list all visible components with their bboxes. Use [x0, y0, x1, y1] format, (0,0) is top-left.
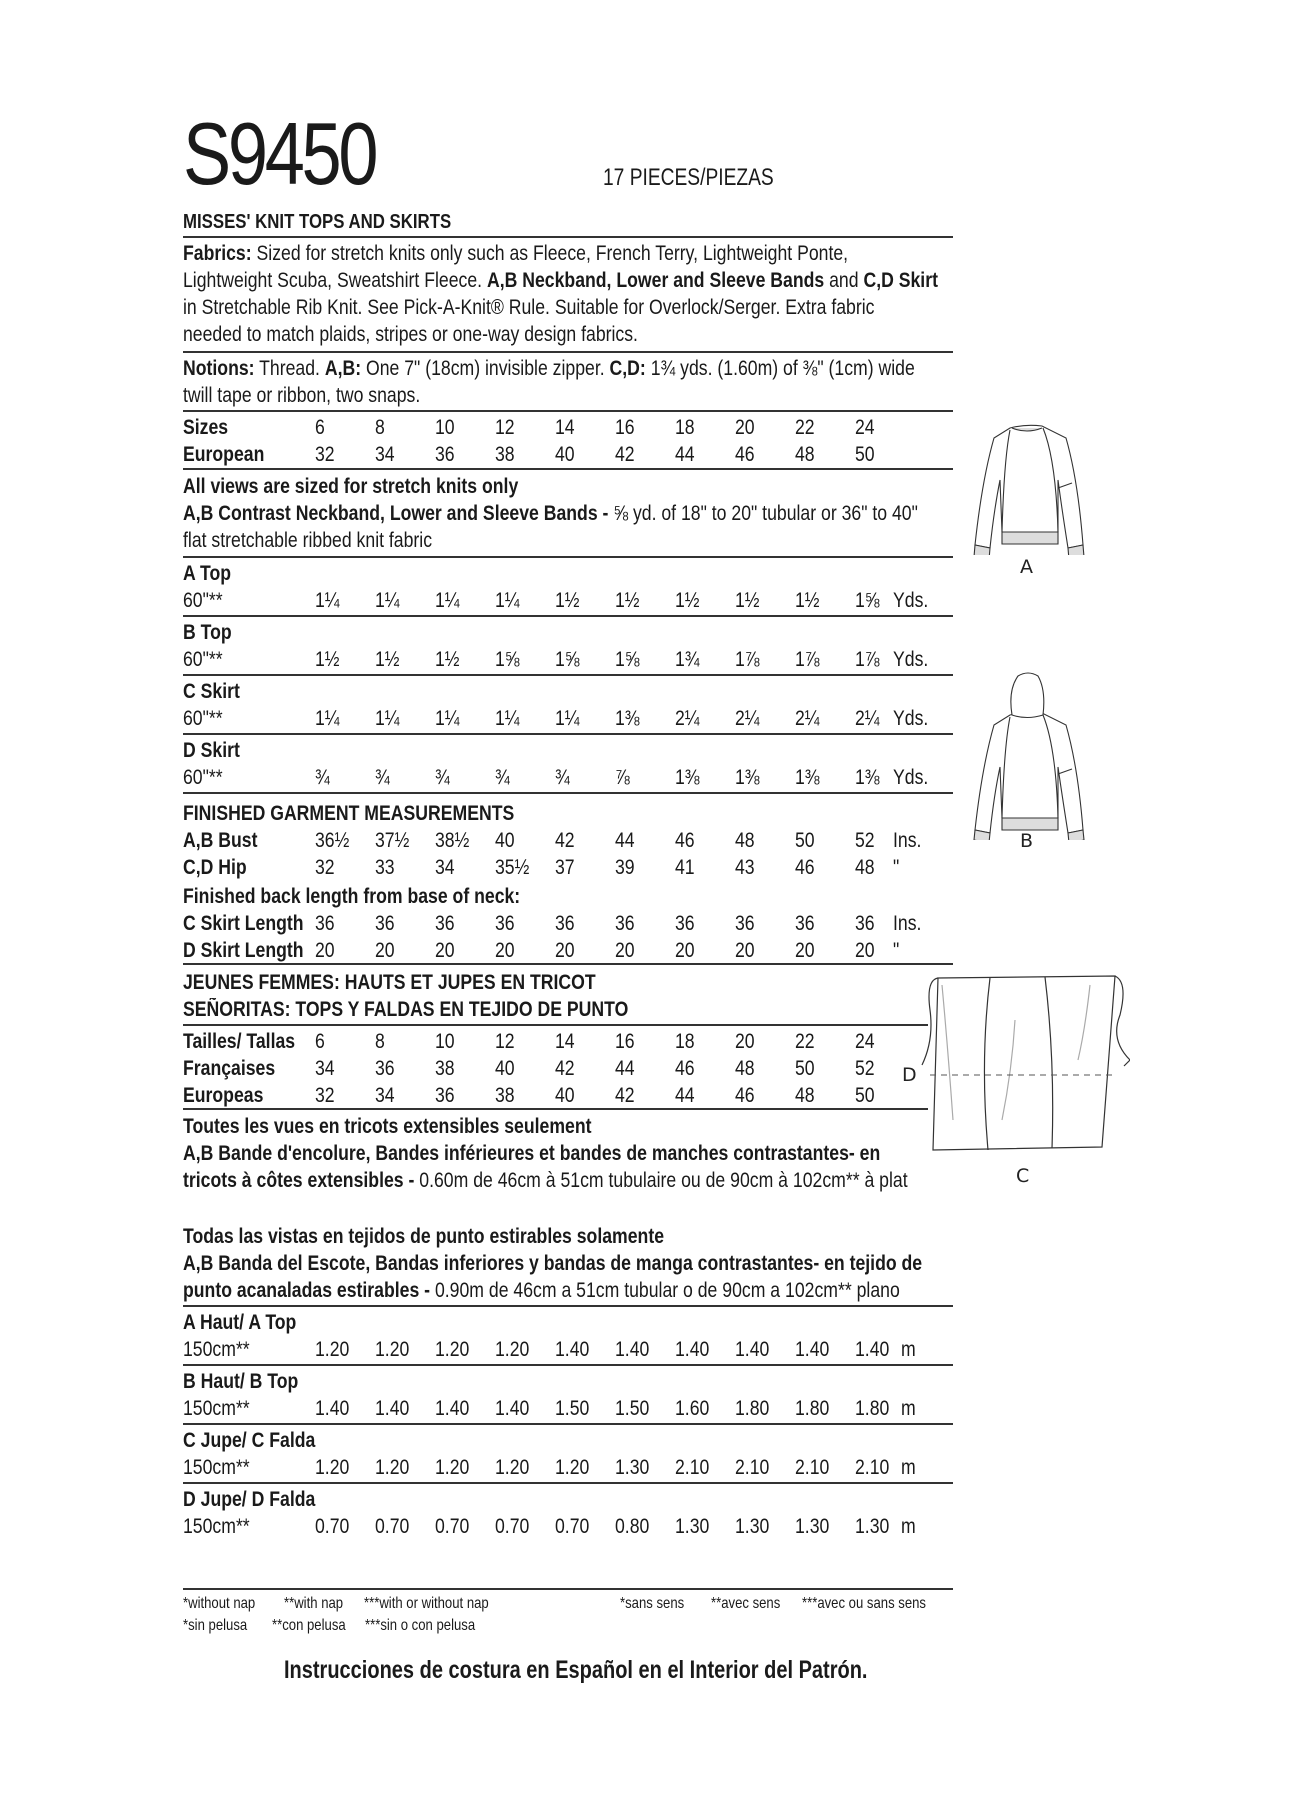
table-cell: 1¾ [675, 648, 700, 671]
table-cell: 18 [675, 416, 695, 439]
metric-view-label: B Haut/ B Top [183, 1370, 299, 1393]
table-cell: 32 [315, 443, 335, 466]
translated-size-label: Françaises [183, 1057, 276, 1080]
table-cell: 24 [855, 416, 875, 439]
table-cell: 36 [375, 912, 395, 935]
table-cell: 1¼ [495, 589, 520, 612]
footnote-with-or-without-nap: ***with or without nap [364, 1595, 489, 1612]
table-cell: ¾ [315, 766, 330, 789]
divider [183, 615, 953, 617]
metric-view-label: D Jupe/ D Falda [183, 1488, 316, 1511]
view-c-d-skirt-drawing [920, 970, 1130, 1160]
table-cell: 40 [555, 443, 575, 466]
table-cell: 48 [795, 1084, 815, 1107]
measurement-label: C,D Hip [183, 856, 247, 879]
table-cell: 8 [375, 416, 385, 439]
table-cell: 1.20 [435, 1338, 470, 1361]
metric-fabric-width: 150cm** [183, 1456, 250, 1479]
table-cell: 34 [435, 856, 455, 879]
table-cell: ¾ [435, 766, 450, 789]
table-cell: 0.70 [555, 1515, 590, 1538]
measurement-label: A,B Bust [183, 829, 258, 852]
table-cell: 39 [615, 856, 635, 879]
table-cell: 32 [315, 1084, 335, 1107]
table-cell: 2¼ [735, 707, 760, 730]
yardage-unit: Yds. [893, 707, 929, 730]
table-cell: 1.30 [855, 1515, 890, 1538]
table-cell: 40 [555, 1084, 575, 1107]
table-cell: 20 [435, 939, 455, 962]
table-cell: 1⅞ [735, 648, 760, 671]
table-cell: 1½ [795, 589, 820, 612]
divider [183, 410, 953, 412]
table-cell: 0.80 [615, 1515, 650, 1538]
table-cell: 20 [735, 939, 755, 962]
piece-count: 17 PIECES/PIEZAS [603, 164, 774, 191]
view-d-label: D [902, 1064, 917, 1086]
table-cell: 14 [555, 1030, 575, 1053]
table-cell: 36 [675, 912, 695, 935]
table-cell: 0.70 [315, 1515, 350, 1538]
table-cell: 10 [435, 1030, 455, 1053]
divider [183, 236, 953, 238]
view-b-hoodie-drawing [970, 670, 1100, 840]
table-cell: 10 [435, 416, 455, 439]
table-cell: 38 [495, 1084, 515, 1107]
table-cell: 1⅝ [855, 589, 880, 612]
finished-title: FINISHED GARMENT MEASUREMENTS [183, 802, 515, 825]
table-cell: 1.20 [495, 1456, 530, 1479]
table-cell: 0.70 [495, 1515, 530, 1538]
table-cell: 1.20 [315, 1456, 350, 1479]
table-cell: 1½ [735, 589, 760, 612]
stretch-note-line-1: All views are sized for stretch knits only [183, 475, 519, 498]
spanish-title: SEÑORITAS: TOPS Y FALDAS EN TEJIDO DE PUNTO [183, 998, 629, 1021]
table-cell: 36 [615, 912, 635, 935]
fabrics-line-2: Lightweight Scuba, Sweatshirt Fleece. A,B Neckband, Lower and Sleeve Bands and C,D Skirt [183, 269, 938, 292]
table-cell: 0.70 [435, 1515, 470, 1538]
table-cell: 1¼ [375, 589, 400, 612]
table-cell: 1.20 [495, 1338, 530, 1361]
footnote-sin-o-con-pelusa: ***sin o con pelusa [365, 1617, 476, 1634]
table-cell: 1½ [675, 589, 700, 612]
table-cell: 42 [555, 829, 575, 852]
table-cell: 44 [615, 1057, 635, 1080]
table-cell: 1.30 [735, 1515, 770, 1538]
divider [183, 1588, 953, 1590]
table-cell: 14 [555, 416, 575, 439]
divider [183, 1482, 953, 1484]
table-cell: ⅞ [615, 766, 630, 789]
header [183, 104, 774, 203]
table-cell: 36 [435, 912, 455, 935]
table-cell: 22 [795, 416, 815, 439]
yardage-fabric-width: 60"** [183, 648, 223, 671]
spanish-note-line-1: Todas las vistas en tejidos de punto estirables solamente [183, 1225, 665, 1248]
view-b-label: B [1020, 830, 1034, 852]
footnote-avec-sens: **avec sens [711, 1595, 781, 1612]
table-cell: 6 [315, 1030, 325, 1053]
spanish-note-line-2: A,B Banda del Escote, Bandas inferiores y bandas de manga contrastantes- en tejido de [183, 1252, 923, 1275]
metric-unit: m [901, 1515, 916, 1538]
table-cell: 48 [795, 443, 815, 466]
table-cell: 6 [315, 416, 325, 439]
table-cell: 1.40 [555, 1338, 590, 1361]
table-cell: 2¼ [675, 707, 700, 730]
fabrics-line-1: Fabrics: Sized for stretch knits only such as Fleece, French Terry, Lightweight Ponte, [183, 242, 849, 265]
divider [183, 674, 953, 676]
table-cell: 1½ [375, 648, 400, 671]
table-cell: 46 [735, 1084, 755, 1107]
table-cell: 1.20 [435, 1456, 470, 1479]
table-cell: 38 [495, 443, 515, 466]
yardage-unit: Yds. [893, 589, 929, 612]
divider [183, 556, 953, 558]
table-cell: 1⅜ [855, 766, 880, 789]
spanish-instructions-note: Instrucciones de costura en Español en el Interior del Patrón. [284, 1656, 868, 1684]
table-cell: 1.30 [675, 1515, 710, 1538]
sizes-label: Sizes [183, 416, 229, 439]
fabrics-line-4: needed to match plaids, stripes or one-way design fabrics. [183, 323, 638, 346]
measurement-unit: Ins. [893, 829, 922, 852]
table-cell: ¾ [495, 766, 510, 789]
table-cell: 16 [615, 416, 635, 439]
length-unit: " [893, 939, 900, 962]
french-note-line-2: A,B Bande d'encolure, Bandes inférieures et bandes de manches contrastantes- en [183, 1142, 881, 1165]
table-cell: 20 [795, 939, 815, 962]
table-cell: 24 [855, 1030, 875, 1053]
table-cell: 1.40 [735, 1338, 770, 1361]
footnote-without-nap: *without nap [183, 1595, 256, 1612]
pattern-number: S9450 [183, 104, 376, 203]
table-cell: 2.10 [855, 1456, 890, 1479]
yardage-fabric-width: 60"** [183, 766, 223, 789]
table-cell: 1.80 [855, 1397, 890, 1420]
table-cell: 38 [435, 1057, 455, 1080]
yardage-fabric-width: 60"** [183, 589, 223, 612]
divider [183, 1108, 928, 1110]
length-label: C Skirt Length [183, 912, 304, 935]
table-cell: 1.40 [795, 1338, 830, 1361]
table-cell: 1⅞ [855, 648, 880, 671]
table-cell: 20 [315, 939, 335, 962]
table-cell: 36 [735, 912, 755, 935]
footnote-sans-sens: *sans sens [620, 1595, 685, 1612]
table-cell: 0.70 [375, 1515, 410, 1538]
table-cell: 2.10 [675, 1456, 710, 1479]
table-cell: 20 [495, 939, 515, 962]
table-cell: 20 [555, 939, 575, 962]
table-cell: 34 [375, 443, 395, 466]
metric-unit: m [901, 1338, 916, 1361]
length-unit: Ins. [893, 912, 922, 935]
table-cell: 1.40 [495, 1397, 530, 1420]
table-cell: 1¼ [315, 589, 340, 612]
table-cell: 1⅞ [795, 648, 820, 671]
table-cell: 20 [735, 416, 755, 439]
table-cell: 1¼ [495, 707, 520, 730]
table-cell: 36 [435, 443, 455, 466]
notions-line-1: Notions: Thread. A,B: One 7" (18cm) invisible zipper. C,D: 1¾ yds. (1.60m) of ⅜" (1cm) wide [183, 357, 915, 380]
table-cell: 44 [675, 1084, 695, 1107]
table-cell: 1⅜ [795, 766, 820, 789]
table-cell: 1.30 [615, 1456, 650, 1479]
yardage-view-label: C Skirt [183, 680, 240, 703]
table-cell: 1.40 [855, 1338, 890, 1361]
footnote-con-pelusa: **con pelusa [272, 1617, 346, 1634]
divider [183, 792, 953, 794]
view-a-sweatshirt-drawing [970, 420, 1100, 555]
table-cell: 1⅜ [615, 707, 640, 730]
divider [183, 1305, 953, 1307]
footnote-avec-ou-sans-sens: ***avec ou sans sens [802, 1595, 926, 1612]
table-cell: 1.40 [375, 1397, 410, 1420]
table-cell: 1.40 [675, 1338, 710, 1361]
table-cell: 1.80 [795, 1397, 830, 1420]
table-cell: 35½ [495, 856, 530, 879]
table-cell: 1.20 [375, 1456, 410, 1479]
table-cell: 1⅜ [675, 766, 700, 789]
divider [183, 963, 953, 965]
table-cell: 2¼ [855, 707, 880, 730]
metric-view-label: A Haut/ A Top [183, 1311, 297, 1334]
table-cell: 1⅝ [615, 648, 640, 671]
table-cell: 36 [435, 1084, 455, 1107]
table-cell: 2.10 [735, 1456, 770, 1479]
table-cell: 20 [615, 939, 635, 962]
footnote-with-nap: **with nap [284, 1595, 344, 1612]
table-cell: 1.20 [315, 1338, 350, 1361]
pattern-title: MISSES' KNIT TOPS AND SKIRTS [183, 211, 452, 233]
yardage-unit: Yds. [893, 648, 929, 671]
table-cell: 36 [315, 912, 335, 935]
french-note-line-3: tricots à côtes extensibles - 0.60m de 46cm à 51cm tubulaire ou de 90cm à 102cm** à plat [183, 1169, 908, 1192]
table-cell: 50 [795, 1057, 815, 1080]
yardage-view-label: A Top [183, 562, 232, 585]
table-cell: 37½ [375, 829, 410, 852]
table-cell: 1¼ [435, 589, 460, 612]
table-cell: 48 [735, 829, 755, 852]
table-cell: 38½ [435, 829, 470, 852]
table-cell: 1¼ [435, 707, 460, 730]
table-cell: 44 [675, 443, 695, 466]
table-cell: 52 [855, 829, 875, 852]
table-cell: 1½ [315, 648, 340, 671]
table-cell: 1.60 [675, 1397, 710, 1420]
table-cell: 46 [735, 443, 755, 466]
table-cell: 36 [855, 912, 875, 935]
table-cell: 44 [615, 829, 635, 852]
divider [183, 351, 953, 353]
metric-fabric-width: 150cm** [183, 1397, 250, 1420]
french-title: JEUNES FEMMES: HAUTS ET JUPES EN TRICOT [183, 971, 596, 994]
table-cell: ¾ [555, 766, 570, 789]
table-cell: 2.10 [795, 1456, 830, 1479]
translated-size-label: Europeas [183, 1084, 264, 1107]
table-cell: 42 [615, 443, 635, 466]
table-cell: 1¼ [375, 707, 400, 730]
table-cell: 1⅝ [555, 648, 580, 671]
table-cell: 1⅜ [735, 766, 760, 789]
table-cell: 20 [735, 1030, 755, 1053]
table-cell: 8 [375, 1030, 385, 1053]
divider [183, 1364, 953, 1366]
metric-unit: m [901, 1397, 916, 1420]
divider [183, 733, 953, 735]
european-label: European [183, 443, 265, 466]
notions-line-2: twill tape or ribbon, two snaps. [183, 384, 421, 407]
table-cell: 18 [675, 1030, 695, 1053]
table-cell: 50 [855, 443, 875, 466]
table-cell: 1.20 [375, 1338, 410, 1361]
view-a-label: A [1020, 556, 1033, 578]
view-c-label: C [1016, 1165, 1030, 1187]
yardage-fabric-width: 60"** [183, 707, 223, 730]
table-cell: 50 [855, 1084, 875, 1107]
yardage-unit: Yds. [893, 766, 929, 789]
yardage-view-label: D Skirt [183, 739, 240, 762]
measurement-unit: " [893, 856, 900, 879]
divider [183, 468, 953, 470]
table-cell: 20 [375, 939, 395, 962]
table-cell: 43 [735, 856, 755, 879]
table-cell: 34 [375, 1084, 395, 1107]
metric-fabric-width: 150cm** [183, 1515, 250, 1538]
table-cell: 34 [315, 1057, 335, 1080]
table-cell: 1½ [435, 648, 460, 671]
translated-size-label: Tailles/ Tallas [183, 1030, 296, 1053]
table-cell: 48 [735, 1057, 755, 1080]
metric-fabric-width: 150cm** [183, 1338, 250, 1361]
table-cell: 1.40 [615, 1338, 650, 1361]
stretch-note-line-3: flat stretchable ribbed knit fabric [183, 529, 433, 552]
table-cell: 1.50 [555, 1397, 590, 1420]
table-cell: 36 [555, 912, 575, 935]
table-cell: 1½ [615, 589, 640, 612]
table-cell: 42 [555, 1057, 575, 1080]
table-cell: 20 [855, 939, 875, 962]
divider [183, 1024, 928, 1026]
table-cell: 1¼ [315, 707, 340, 730]
table-cell: 36 [795, 912, 815, 935]
length-label: D Skirt Length [183, 939, 304, 962]
table-cell: 12 [495, 416, 515, 439]
table-cell: 40 [495, 829, 515, 852]
table-cell: 1.20 [555, 1456, 590, 1479]
spanish-note-line-3: punto acanaladas estirables - 0.90m de 46cm a 51cm tubular o de 90cm a 102cm** plano [183, 1279, 900, 1302]
table-cell: 36 [375, 1057, 395, 1080]
stretch-note-line-2: A,B Contrast Neckband, Lower and Sleeve Bands - ⅝ yd. of 18" to 20" tubular or 36" to 40" [183, 502, 918, 525]
table-cell: 46 [795, 856, 815, 879]
table-cell: 32 [315, 856, 335, 879]
yardage-view-label: B Top [183, 621, 232, 644]
table-cell: 33 [375, 856, 395, 879]
table-cell: 37 [555, 856, 575, 879]
back-length-label: Finished back length from base of neck: [183, 885, 521, 908]
footnote-sin-pelusa: *sin pelusa [183, 1617, 248, 1634]
metric-unit: m [901, 1456, 916, 1479]
table-cell: 41 [675, 856, 695, 879]
fabrics-line-3: in Stretchable Rib Knit. See Pick-A-Knit® Rule. Suitable for Overlock/Serger. Extra fabric [183, 296, 875, 319]
table-cell: 50 [795, 829, 815, 852]
table-cell: 16 [615, 1030, 635, 1053]
metric-view-label: C Jupe/ C Falda [183, 1429, 316, 1452]
divider [183, 1423, 953, 1425]
table-cell: 1.30 [795, 1515, 830, 1538]
table-cell: 1.40 [315, 1397, 350, 1420]
table-cell: 36 [495, 912, 515, 935]
table-cell: 1.50 [615, 1397, 650, 1420]
table-cell: 52 [855, 1057, 875, 1080]
table-cell: 1.40 [435, 1397, 470, 1420]
table-cell: 46 [675, 1057, 695, 1080]
table-cell: 1¼ [555, 707, 580, 730]
table-cell: 36½ [315, 829, 350, 852]
table-cell: 20 [675, 939, 695, 962]
table-cell: ¾ [375, 766, 390, 789]
table-cell: 2¼ [795, 707, 820, 730]
table-cell: 42 [615, 1084, 635, 1107]
table-cell: 1½ [555, 589, 580, 612]
table-cell: 46 [675, 829, 695, 852]
french-note-line-1: Toutes les vues en tricots extensibles seulement [183, 1115, 592, 1138]
table-cell: 1.80 [735, 1397, 770, 1420]
table-cell: 40 [495, 1057, 515, 1080]
table-cell: 1⅝ [495, 648, 520, 671]
table-cell: 22 [795, 1030, 815, 1053]
table-cell: 48 [855, 856, 875, 879]
table-cell: 12 [495, 1030, 515, 1053]
